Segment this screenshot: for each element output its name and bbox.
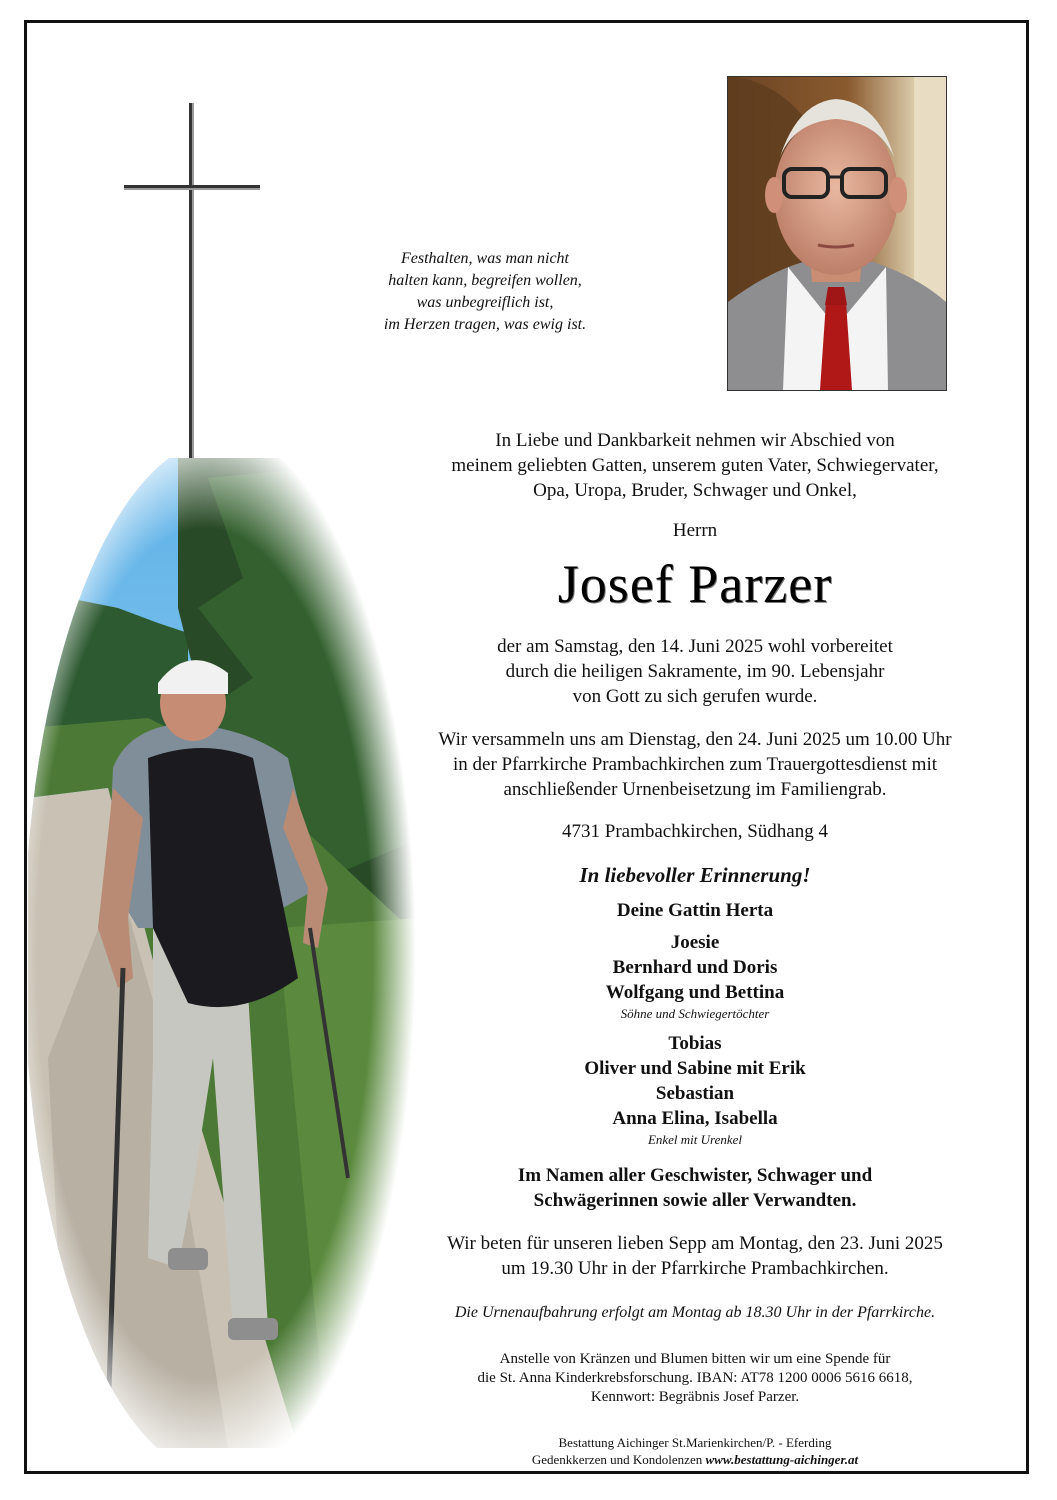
relatives-line: Im Namen aller Geschwister, Schwager und <box>517 1165 873 1186</box>
service-line: anschließender Urnenbeisetzung im Familiengrab. <box>503 779 887 800</box>
children-list <box>390 930 1000 1005</box>
grandchild-name: Sebastian <box>655 1083 735 1104</box>
death-line: von Gott zu sich gerufen wurde. <box>572 686 818 707</box>
portrait-photo <box>727 76 947 391</box>
child-name: Bernhard und Doris <box>612 957 778 978</box>
poem-line: im Herzen tragen, was ewig ist. <box>383 316 587 333</box>
donation-text <box>390 1350 1000 1407</box>
poem-line: halten kann, begreifen wollen, <box>388 272 582 289</box>
donation-line: die St. Anna Kinderkrebsforschung. IBAN: AT78 1200 0006 5616 6618, <box>477 1370 913 1386</box>
footer <box>390 1434 1000 1468</box>
urn-note: Die Urnenaufbahrung erfolgt am Montag ab 18.30 Uhr in der Pfarrkirche. <box>454 1304 936 1321</box>
prayer-line: Wir beten für unseren lieben Sepp am Montag, den 23. Juni 2025 <box>447 1233 943 1254</box>
intro-line: Opa, Uropa, Bruder, Schwager und Onkel, <box>533 480 857 501</box>
relatives-line: Schwägerinnen sowie aller Verwandten. <box>533 1190 857 1211</box>
death-notice <box>390 634 1000 709</box>
child-name: Joesie <box>670 932 720 953</box>
condolence-prefix: Gedenkkerzen und Kondolenzen <box>531 1452 703 1467</box>
grandchildren-list <box>390 1031 1000 1131</box>
wife: Deine Gattin Herta <box>616 900 774 921</box>
address: 4731 Prambachkirchen, Südhang 4 <box>562 821 828 842</box>
funeral-company: Bestattung Aichinger St.Marienkirchen/P. - Eferding <box>558 1435 832 1450</box>
deceased-name: Josef Parzer <box>557 554 833 614</box>
prayer-line: um 19.30 Uhr in der Pfarrkirche Prambachkirchen. <box>501 1258 889 1279</box>
poem <box>330 248 640 336</box>
service-line: Wir versammeln uns am Dienstag, den 24. Juni 2025 um 10.00 Uhr <box>438 729 952 750</box>
children-label: Söhne und Schwiegertöchter <box>620 1006 770 1021</box>
death-line: der am Samstag, den 14. Juni 2025 wohl vorbereitet <box>497 636 893 657</box>
service-line: in der Pfarrkirche Prambachkirchen zum Trauergottesdienst mit <box>452 754 938 775</box>
memory-heading: In liebevoller Erinnerung! <box>579 863 811 887</box>
donation-line: Kennwort: Begräbnis Josef Parzer. <box>590 1389 800 1405</box>
intro-text <box>390 428 1000 503</box>
poem-line: was unbegreiflich ist, <box>416 294 554 311</box>
intro-line: meinem geliebten Gatten, unserem guten Vater, Schwiegervater, <box>451 455 939 476</box>
hiking-photo <box>28 458 420 1448</box>
grandchild-name: Oliver und Sabine mit Erik <box>584 1058 806 1079</box>
child-name: Wolfgang und Bettina <box>605 982 785 1003</box>
grandchild-name: Anna Elina, Isabella <box>612 1108 778 1129</box>
condolence-line <box>390 1451 1000 1468</box>
intro-line: In Liebe und Dankbarkeit nehmen wir Abschied von <box>495 430 895 451</box>
relatives-text <box>390 1163 1000 1213</box>
death-line: durch die heiligen Sakramente, im 90. Lebensjahr <box>505 661 885 682</box>
salutation: Herrn <box>672 520 718 541</box>
donation-line: Anstelle von Kränzen und Blumen bitten wir um eine Spende für <box>499 1351 891 1367</box>
prayer-info <box>390 1231 1000 1281</box>
website-link[interactable]: www.bestattung-aichinger.at <box>705 1452 859 1467</box>
grandchildren-label: Enkel mit Urenkel <box>647 1132 743 1147</box>
grandchild-name: Tobias <box>668 1033 722 1054</box>
poem-line: Festhalten, was man nicht <box>401 250 569 267</box>
service-info <box>390 727 1000 802</box>
